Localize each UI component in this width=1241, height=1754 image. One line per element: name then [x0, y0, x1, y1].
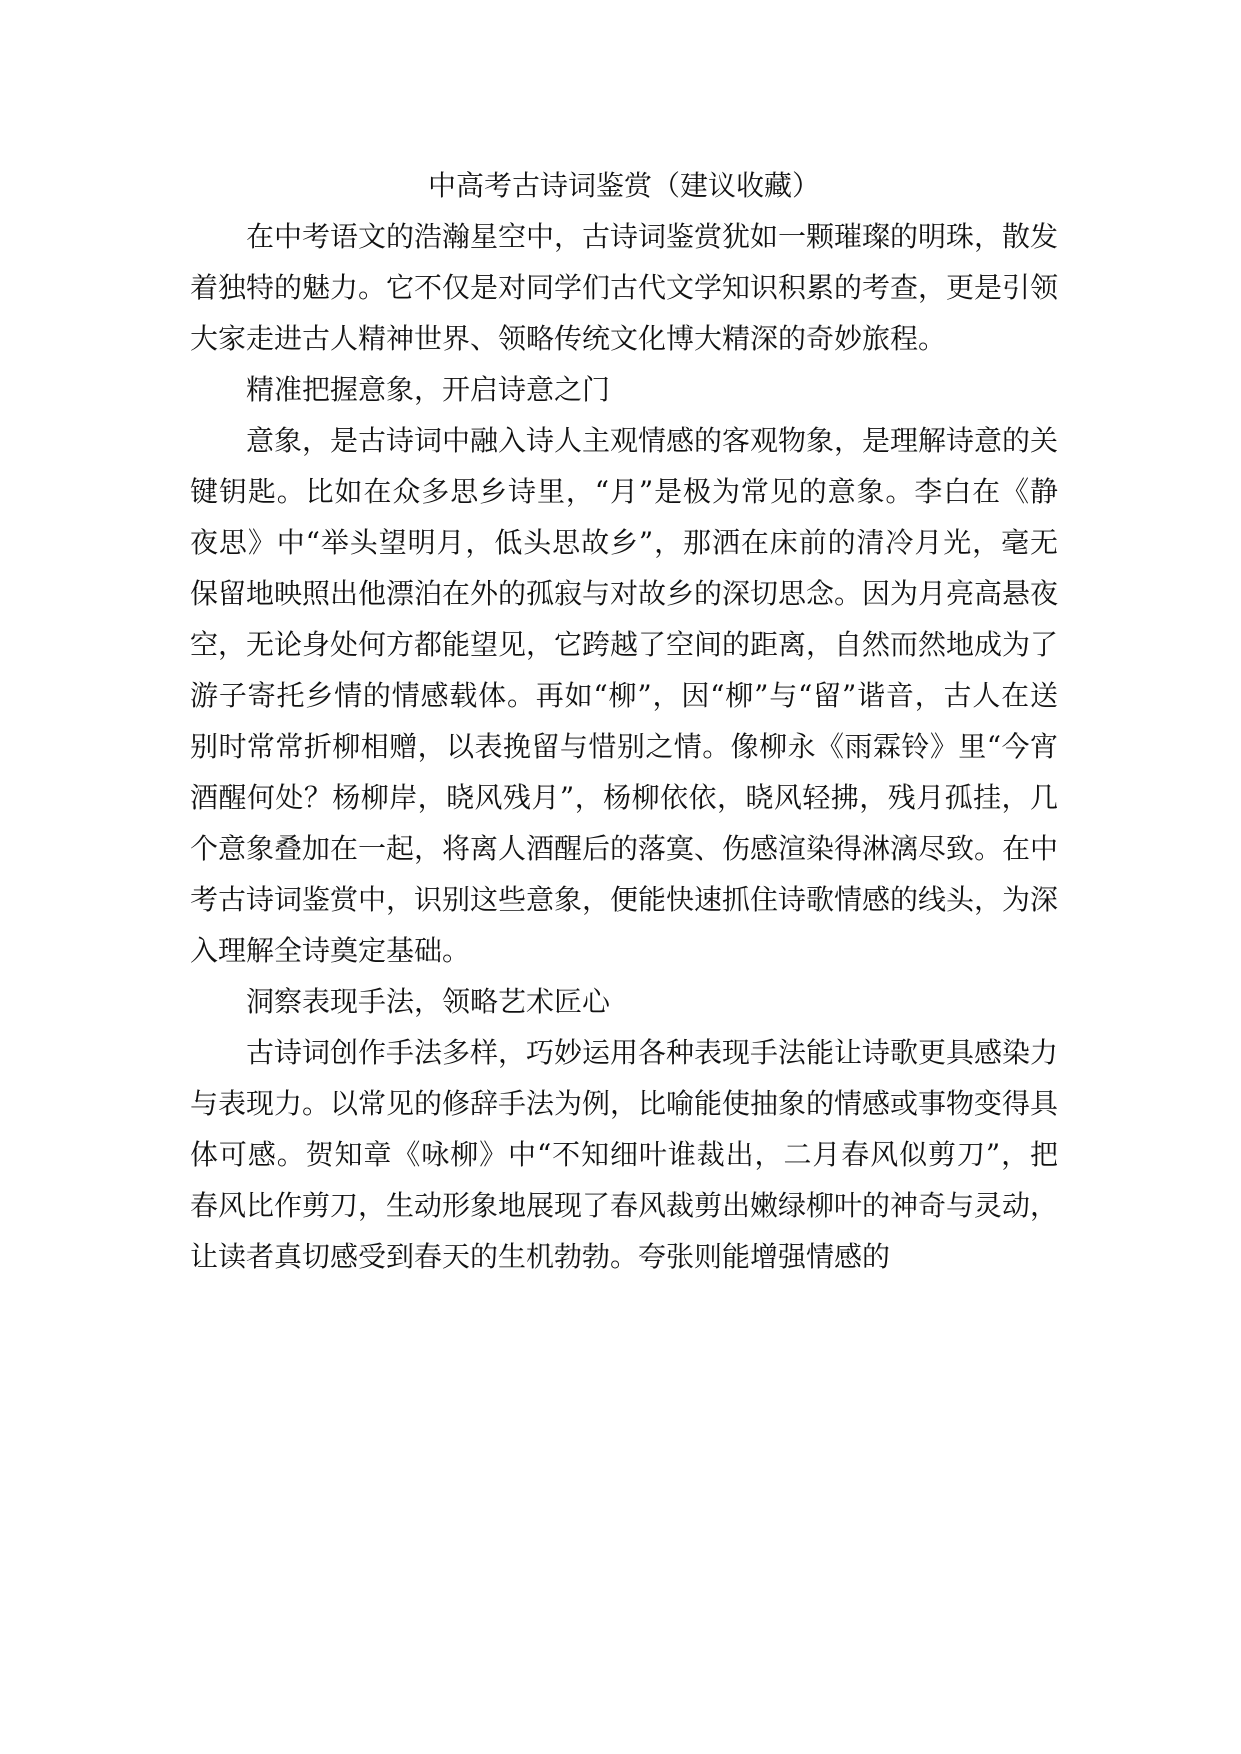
section-heading-techniques: 洞察表现手法，领略艺术匠心 [246, 985, 611, 1018]
section-body-techniques: 古诗词创作手法多样，巧妙运用各种表现手法能让诗歌更具感染力与表现力。以常见的修辞手法为例，比喻能使抽象的情感或事物变得具体可感。贺知章《咏柳》中“不知细叶谁裁出，二月春风似剪刀”，把春风比作剪刀，生动形象地展现了春风裁剪出嫩绿柳叶的神奇与灵动，让读者真切感受到春天的生机勃勃。夸张则能增强情感的 [190, 1036, 1059, 1273]
section-body-imagery: 意象，是古诗词中融入诗人主观情感的客观物象，是理解诗意的关键钥匙。比如在众多思乡诗里，“月”是极为常见的意象。李白在《静夜思》中“举头望明月，低头思故乡”，那洒在床前的清冷月光，毫无保留地映照出他漂泊在外的孤寂与对故乡的深切思念。因为月亮高悬夜空，无论身处何方都能望见，它跨越了空间的距离，自然而然地成为了游子寄托乡情的情感载体。再如“柳”，因“柳”与“留”谐音，古人在送别时常常折柳相赠，以表挽留与惜别之情。像柳永《雨霖铃》里“今宵酒醒何处？杨柳岸，晓风残月”，杨柳依依，晓风轻拂，残月孤挂，几个意象叠加在一起，将离人酒醒后的落寞、伤感渲染得淋漓尽致。在中考古诗词鉴赏中，识别这些意象，便能快速抓住诗歌情感的线头，为深入理解全诗奠定基础。 [190, 424, 1059, 967]
intro-paragraph: 在中考语文的浩瀚星空中，古诗词鉴赏犹如一颗璀璨的明珠，散发着独特的魅力。它不仅是对同学们古代文学知识积累的考查，更是引领大家走进古人精神世界、领略传统文化博大精深的奇妙旅程。 [190, 220, 1059, 355]
document-body [190, 160, 1058, 1282]
section-heading-imagery: 精准把握意象，开启诗意之门 [246, 373, 611, 406]
document-title: 中高考古诗词鉴赏（建议收藏） [427, 169, 820, 202]
